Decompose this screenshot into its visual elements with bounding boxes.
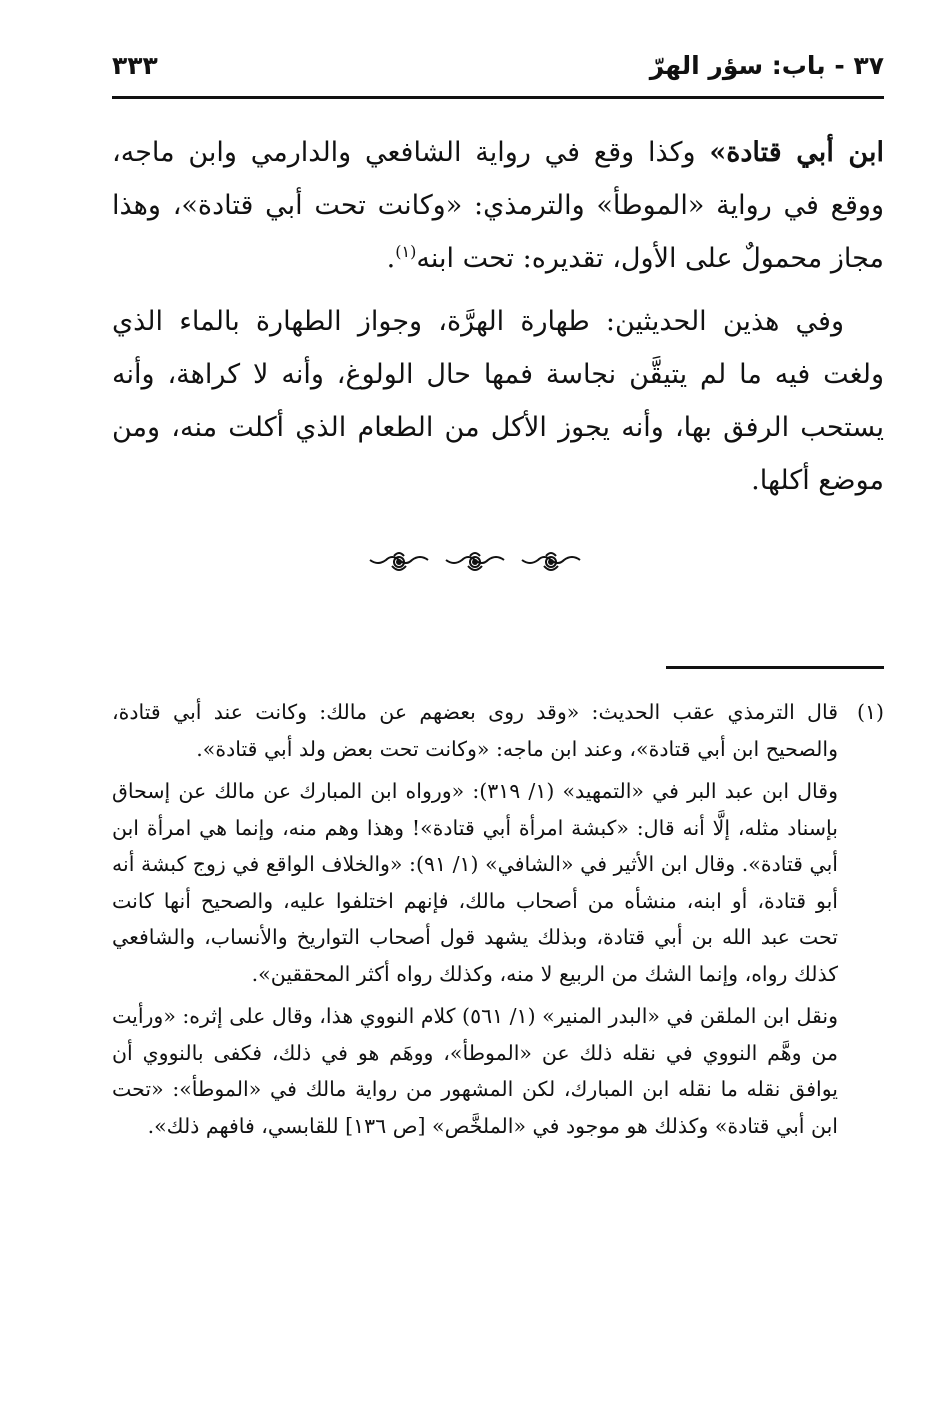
footnote-1-paragraph-3: ونقل ابن الملقن في «البدر المنير» (١/ ٥٦١) كلام النووي هذا، وقال على إثره: «ورأيت من وهَّم النووي في نقله ذلك عن «الموطأ»، ووهَم هو في ذلك، فكفى بالنووي أن يوافق نقله ما نقله ابن المبارك، لكن المشهور من رواية مالك في «الموطأ»: «تحت ابن أبي قتادة» وكذلك هو موجود في «الملخَّص» [ص ١٣٦] للقابسي، فافهم ذلك». (112, 1004, 838, 1138)
page-number: ٣٣٣ (112, 51, 158, 80)
footnote-number: (١) (856, 700, 884, 724)
paragraph-1-end: . (386, 243, 396, 274)
ornament-icon (520, 548, 582, 576)
quoted-name: ابن أبي قتادة» (709, 137, 885, 168)
header-rule (112, 96, 884, 99)
footnote-1-paragraph-2: وقال ابن عبد البر في «التمهيد» (١/ ٣١٩): «ورواه ابن المبارك عن مالك عن إسحاق بإسناد مثله، إلَّا أنه قال: «كبشة امرأة أبي قتادة»! وهذا وهم منه، وإنما هي امرأة ابن أبي قتادة». وقال ابن الأثير في «الشافي» (١/ ٩١): «والخلاف الواقع في زوج كبشة أنه أبو قتادة، أو ابنه، منشأه من أصحاب مالك، فإنهم اختلفوا عليه، والصحيح أنها كانت تحت عبد الله بن أبي قتادة، وبذلك يشهد قول أصحاب التواريخ والأنساب، والشافعي كذلك رواه، وإنما الشك من الربيع لا منه، وكذلك رواه أكثر المحققين». (112, 779, 838, 986)
footnote-separator (666, 666, 884, 669)
paragraph-1 (112, 126, 884, 285)
ornament-icon (368, 548, 430, 576)
paragraph-2: وفي هذين الحديثين: طهارة الهرَّة، وجواز الطهارة بالماء الذي ولغت فيه ما لم يتيقَّن نجاسة فمها حال الولوغ، وأنه لا كراهة، وأنه يستحب الرفق بها، وأنه يجوز الأكل من الطعام الذي أكلت منه، ومن موضع أكلها. (112, 306, 884, 496)
section-divider-ornament (0, 548, 950, 588)
main-text (112, 126, 884, 517)
footnote-reference[interactable]: (١) (395, 242, 417, 261)
footnote-1 (112, 694, 884, 767)
footnote-text: قال الترمذي عقب الحديث: «وقد روى بعضهم عن مالك: وكانت عند أبي قتادة، والصحيح ابن أبي قتادة»، وعند ابن ماجه: «وكانت تحت بعض ولد أبي قتادة». (112, 700, 838, 761)
page-header (112, 48, 884, 94)
paragraph-1-text: وكذا وقع في رواية الشافعي والدارمي وابن ماجه، ووقع في رواية «الموطأ» والترمذي: «وكانت تحت أبي قتادة»، وهذا مجاز محمولٌ على الأول، تقديره: تحت ابنه (112, 137, 884, 274)
footnotes-section (112, 694, 884, 1150)
running-title: ٣٧ - باب: سؤر الهرّ (649, 51, 884, 80)
ornament-icon (444, 548, 506, 576)
